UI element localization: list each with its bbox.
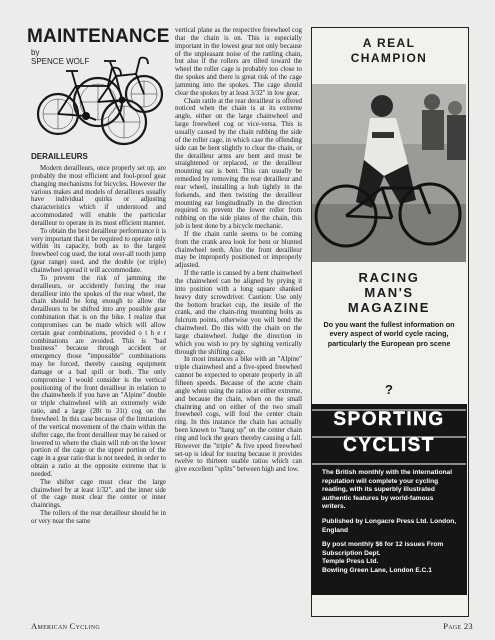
ad-question-mark: ? bbox=[385, 382, 393, 397]
paragraph: In most instances a bike with an "Alpine" triple chainwheel and a five-speed freewheel cannot be expected to operate properly in all fifteen speeds. Because of the acute chain angle when using the ratios at either extreme, and because the chain, when on the small chainring and on either of the two small freewheel cogs, will foul the center chain ring. In this instance the chain has actually been known to "hang up" on the center chain ring and lock the gears thereby causing a fall. However the "triple" & five speed freewheel set-up is ideal for touring because it provides twelve to thirteen usable ratios which can give excellent "splits" between high and low. bbox=[175, 356, 302, 474]
ad-headline-line: A REAL bbox=[362, 36, 416, 50]
paragraph: Modern derailleurs, once properly set up, are probably the most efficient and fool-proof gear changing mechanisms for bicycles. However the various makes and models of derailleurs usually have individual quirks or adjusting characteristics which if understood and accommodated will enable the particular derailleur to operate in its most efficient manner. bbox=[31, 165, 166, 227]
ad-publisher: Published by Longacre Press Ltd. London, England bbox=[322, 517, 457, 534]
byline-prefix: by bbox=[31, 48, 40, 57]
paragraph: If the chain rattle seems to be coming from the crank area look for bent or blunted chainwheel teeth. Also the front derailleur may be improperly positioned or improperly adjusted. bbox=[175, 230, 302, 270]
author-name: SPENCE WOLF bbox=[31, 57, 90, 66]
page-number: Page 23 bbox=[443, 621, 473, 631]
article-title: MAINTENANCE bbox=[27, 26, 170, 47]
ad-subscription: By post monthly $6 for 12 issues From Subscription Dept. bbox=[322, 541, 444, 557]
ad-address-line: Temple Press Ltd. bbox=[322, 558, 379, 566]
ad-address-line: Bowling Green Lane, London E.C.1 bbox=[322, 566, 432, 574]
brand-line: SPORTING bbox=[333, 409, 445, 430]
cyclist-photo-image bbox=[312, 84, 466, 262]
ad-question-text: Do you want the fullest information on every aspect of world cycle racing, particularly the European pro scene bbox=[323, 320, 455, 348]
magazine-title-line: RACING bbox=[358, 270, 420, 285]
paragraph: The shifter cage must clear the large chainwheel by at least 1/32", and the inner side of the cage must clear the center or inner chainrings. bbox=[31, 478, 166, 510]
ad-pitch: The British monthly with the international reputation will complete your cycling reading, with its superbly illustrated authentic features by world-famous writers. bbox=[322, 469, 453, 511]
paragraph: To prevent the risk of jamming the derailleurs, or accidently forcing the rear derailleur into the spokes of the rear wheel, the chain should be long enough to allow the derailleurs to be shifted into any possible gear combination that is on the bike. I realize that compromises can be made which will allow certain gear combinations, provided o t h e r combinations are avoided. This is "bad business" because through accident or emergency those "impossible" combinations may be forced, thereby causing equipment damage or a bad spill or both. The only compromise I would consider is the vertical positioning of the front derailleur in relation to the chainwheels if you have an "Alpine" double or triple chainwheel with an extremely wide ratio, and a large (28t to 31t) cog on the freewheel. In this case because of the limitations of the vertical movement of the chain within the shifter cage, the front derailleur may be raised or lowered to where the chain will rub on the lower portion of the cage or the upper portion of the cage in a gear ratio that is not needed, in order to obtain a ratio at the opposite extreme that is needed. bbox=[31, 274, 166, 478]
section-heading: DERAILLEURS bbox=[31, 152, 88, 161]
bicycle-illustration bbox=[36, 28, 164, 148]
paragraph: To obtain the best derailleur performance it is very important that it be required to operate only within its capacity, both as to the largest freewheel cog used, the total over-all tooth jump (gear range) used, and the double (or triple) chainwheel spread it will accommodate. bbox=[31, 227, 166, 274]
ad-headline bbox=[311, 36, 467, 66]
magazine-title-line: MAN'S bbox=[364, 285, 414, 300]
paragraph: If the rattle is caused by a bent chainwheel the chainwheel can be aligned by prying it into position with a long square shanked heavy duty screwdriver. Caution: Use only the bottom bracket cup, the inside of the crank, and the chain-ring mounting bolts as fulcrum points, otherwise you will bend the chainwheel. Do this with the chain on the large chainwheel. Judge the direction in which you wish to pry by sighting vertically through the shifting cage. bbox=[175, 270, 302, 356]
paragraph: Chain rattle at the rear derailleur is offered noticed when the chain is at its extreme angle, either on the large chainwheel and large freewheel cog or vice-versa. This is usually caused by the chain rubbing the side of the roller cage, in which case the offending side can be bent slightly to clear the chain, or the derailleur arms are bent and must be straightened or replaced, or the derailleur mounting ear is bent. This can usually be remedied by removing the rear derailleur and rear wheel, installing a hub tightly in the forkends, and then twisting the derailleur mounting ear longitudinally in the direction required to prevent the lower roller from rubbing on the side plates of the chain, this job is best done by a bicycle mechanic. bbox=[175, 97, 302, 231]
article-column-2 bbox=[175, 27, 302, 474]
racing-cyclist-photo bbox=[312, 84, 466, 262]
sporting-cyclist-logo bbox=[311, 407, 467, 459]
sporting-cyclist-details bbox=[322, 469, 458, 576]
article-column-1 bbox=[31, 165, 166, 526]
page-footer bbox=[31, 621, 473, 631]
paragraph: The rollers of the rear derailleur should be in or very near the same bbox=[31, 510, 166, 525]
brand-line: CYCLIST bbox=[343, 435, 435, 456]
magazine-title-line: MAGAZINE bbox=[347, 300, 431, 315]
footer-magazine-name: American Cycling bbox=[31, 621, 101, 631]
paragraph: vertical plane as the respective freewheel cog that the chain is on. This is especially important in the lowest gear not only because of the unpleasant noise of the rattling chain, but also if the rollers are tilted toward the wheel the roller cage is probably too close to the spokes and there is great risk of the cage jamming into the spokes. The cage should clear the spokes by at least 3/32" in low gear. bbox=[175, 27, 302, 97]
ad-headline-line: CHAMPION bbox=[350, 51, 428, 65]
racing-mans-magazine-title bbox=[311, 270, 467, 315]
